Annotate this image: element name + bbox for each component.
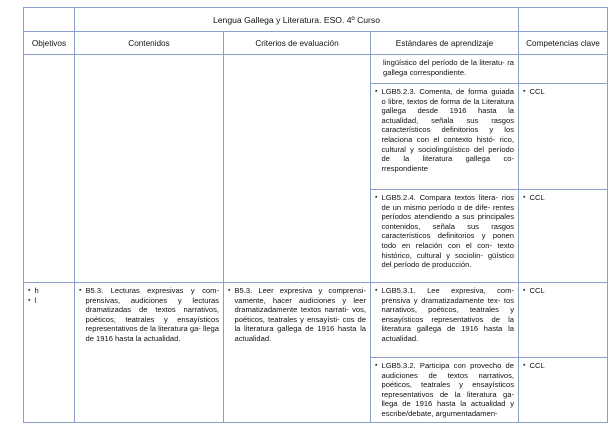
competencia-cell [519, 358, 608, 423]
contenido-text: B5.3. Lecturas expresivas y com- prensivas, audiciones y lecturas dramatizadas de textos narrativos, poéticos, teatrales y ensayísticos representativos de la literatura ga- llega de 1916 hasta la actualidad. [85, 286, 219, 343]
competencia-cell-empty [519, 55, 608, 84]
table-title: Lengua Gallega y Literatura. ESO. 4º Curso [75, 8, 519, 32]
objetivo-text: h [34, 286, 39, 295]
estandar-text: LGB5.3.1. Lee expresiva, com- prensiva y dramatizadamente tex- tos narrativos, poéticos, teatrales y ensayísticos representativos de la literatura gallega de 1916 hasta la actualidad. [381, 286, 514, 343]
bullet-icon: ▪ [28, 296, 31, 304]
bullet-icon: ▪ [28, 287, 31, 294]
objetivo-text: l [34, 295, 37, 305]
criterios-cell-empty [224, 55, 371, 283]
title-spacer-cell [24, 8, 75, 32]
bullet-icon: ▪ [523, 362, 526, 369]
estandar-cell [371, 358, 519, 423]
contenidos-cell-empty [75, 55, 224, 283]
competencia-cell [519, 283, 608, 358]
title-spacer-cell-right [519, 8, 608, 32]
competencia-text: CCL [529, 87, 545, 96]
competencia-cell [519, 84, 608, 190]
bullet-icon: ▪ [523, 194, 526, 201]
estandar-cell [371, 283, 519, 358]
estandar-text: lingüístico del período de la literatu- ra gallega correspondiente. [383, 58, 514, 77]
criterios-cell [224, 283, 371, 423]
estandar-text: LGB5.3.2. Participa con provecho de audiciones de textos narrativos, poéticos, teatrales y ensayísticos representativos de la literatura ga- llega de 1916 hasta la actualidad y escribe/debate, argumentadamen- [381, 361, 514, 418]
bullet-icon: ▪ [79, 287, 82, 294]
bullet-icon: ▪ [228, 287, 231, 294]
bullet-icon: ▪ [375, 194, 378, 201]
table-row [24, 55, 608, 84]
bullet-icon: ▪ [523, 88, 526, 95]
competencia-text: CCL [529, 193, 545, 202]
objetivos-cell [24, 283, 75, 423]
estandar-cell [371, 55, 519, 84]
column-header-competencias: Competencias clave [519, 32, 608, 55]
competencia-cell [519, 190, 608, 283]
curriculum-table [23, 7, 608, 423]
estandar-cell [371, 84, 519, 190]
estandar-text: LGB5.2.4. Compara textos litera- rios de un mismo período o de dife- rentes períodos atendiendo a sus principales contenidos, señala sus rasgos característicos definitorios y ponen todo en relación con el con- texto histórico, cultural y sociolin- güístico del período de producción. [381, 193, 514, 270]
bullet-icon: ▪ [375, 287, 378, 294]
table-row [24, 283, 608, 358]
column-header-criterios: Criterios de evaluación [224, 32, 371, 55]
column-header-estandares: Estándares de aprendizaje [371, 32, 519, 55]
bullet-icon: ▪ [523, 287, 526, 294]
title-row [24, 8, 608, 32]
estandar-cell [371, 190, 519, 283]
column-header-row [24, 32, 608, 55]
criterio-text: B5.3. Leer expresiva y comprensi- vamente, hacer audiciones y leer dramatizadamente textos narrati- vos, poéticos, teatrales y ensayísti- cos de la literatura gallega de 1916 hasta la actualidad. [234, 286, 366, 343]
contenidos-cell [75, 283, 224, 423]
column-header-contenidos: Contenidos [75, 32, 224, 55]
competencia-text: CCL [529, 361, 545, 370]
column-header-objetivos: Objetivos [24, 32, 75, 55]
estandar-text: LGB5.2.3. Comenta, de forma guiada o libre, textos de forma de la Literatura gallega desde 1916 hasta la actualidad, señala sus rasgos característicos definitorios y los relaciona con el contexto histó- rico, cultural y sociolingüístico del período de la literatura gallega co- rrespondiente [381, 87, 514, 173]
bullet-icon: ▪ [375, 362, 378, 369]
objetivos-cell-empty [24, 55, 75, 283]
bullet-icon: ▪ [375, 88, 378, 95]
competencia-text: CCL [529, 286, 545, 295]
